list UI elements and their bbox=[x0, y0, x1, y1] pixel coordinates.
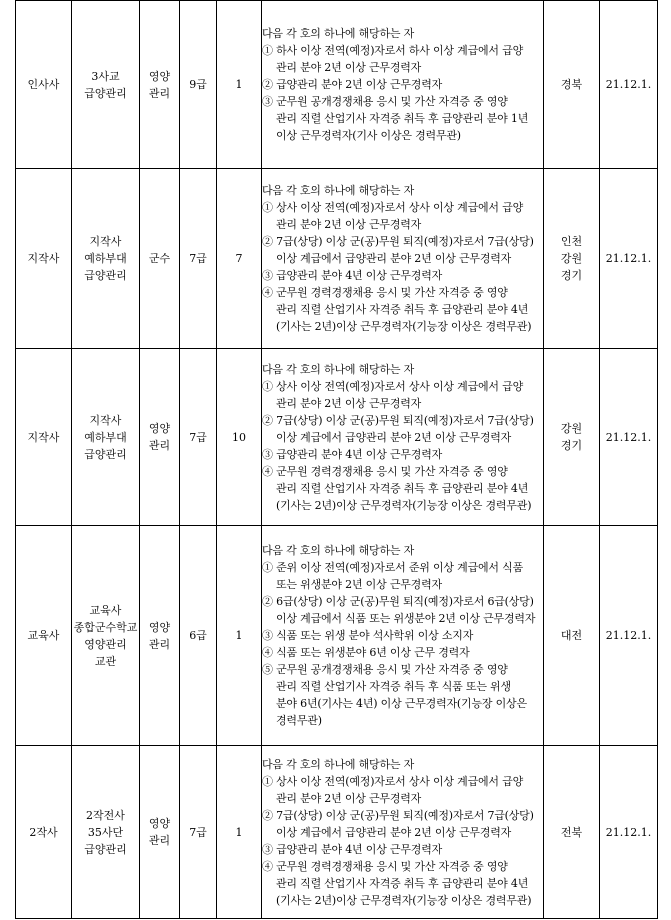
branch-cell bbox=[140, 349, 180, 526]
count-cell: 1 bbox=[217, 746, 262, 919]
requirement-line: 경력무관) bbox=[276, 714, 322, 727]
unit-cell bbox=[72, 1, 140, 169]
requirement-line: ④ 군무원 경력경쟁채용 응시 및 가산 자격증 중 영양 bbox=[262, 286, 508, 299]
branch-cell bbox=[140, 746, 180, 919]
region-cell-line: 강원 bbox=[560, 422, 583, 435]
requirement-line: 관리 분야 2년 이상 근무경력자 bbox=[276, 61, 422, 74]
requirement-line: 이상 근무경력자(기사 이상은 경력무관) bbox=[276, 129, 461, 142]
date-cell: 21.12.1. bbox=[600, 349, 658, 526]
requirements-cell bbox=[262, 746, 544, 919]
unit-cell-line: 2작전사 bbox=[86, 808, 125, 822]
requirement-line: 관리 직렬 산업기사 자격증 취득 후 급양관리 분야 4년 bbox=[276, 303, 529, 316]
unit-cell bbox=[72, 169, 140, 349]
unit-cell-line: 급양관리 bbox=[84, 86, 127, 100]
requirement-line: 다음 각 호의 하나에 해당하는 자 bbox=[262, 27, 415, 40]
requirement-line: (기사는 2년)이상 근무경력자(기능장 이상은 경력무관) bbox=[276, 893, 532, 907]
count-cell: 7 bbox=[217, 169, 262, 349]
branch-cell-line: 관리 bbox=[148, 637, 171, 651]
requirement-line: ③ 군무원 공개경쟁채용 응시 및 가산 자격증 중 영양 bbox=[262, 95, 508, 108]
requirement-line: 다음 각 호의 하나에 해당하는 자 bbox=[262, 544, 415, 557]
requirement-line: ② 7급(상당) 이상 군(공)무원 퇴직(예정)자로서 7급(상당) bbox=[262, 235, 534, 248]
requirement-line: 관리 분야 2년 이상 근무경력자 bbox=[276, 791, 422, 805]
requirement-line: 관리 분야 2년 이상 근무경력자 bbox=[276, 396, 422, 410]
requirement-line: ⑤ 군무원 공개경쟁채용 응시 및 가산 자격증 중 영양 bbox=[262, 663, 508, 676]
requirement-line: ② 6급(상당) 이상 군(공)무원 퇴직(예정)자로서 6급(상당) bbox=[262, 595, 534, 608]
date-cell: 21.12.1. bbox=[600, 1, 658, 169]
requirement-line: ② 7급(상당) 이상 군(공)무원 퇴직(예정)자로서 7급(상당) bbox=[262, 413, 534, 427]
requirements-cell bbox=[262, 349, 544, 526]
requirement-line: 관리 직렬 산업기사 자격증 취득 후 급양관리 분야 4년 bbox=[276, 481, 529, 495]
unit-cell-line: 급양관리 bbox=[84, 269, 127, 282]
unit-cell-line: 종합군수학교 bbox=[73, 620, 138, 634]
requirement-line: 이상 계급에서 식품 또는 위생분야 2년 이상 근무경력자 bbox=[276, 612, 536, 625]
requirement-line: 이상 계급에서 급양관리 분야 2년 이상 근무경력자 bbox=[276, 430, 512, 444]
region-cell-line: 전북 bbox=[560, 825, 583, 839]
region-cell-line: 인천 bbox=[560, 235, 583, 248]
requirement-line: ③ 급양관리 분야 4년 이상 근무경력자 bbox=[262, 842, 443, 856]
unit-cell bbox=[72, 746, 140, 919]
requirements-cell bbox=[262, 1, 544, 169]
unit-cell-line: 교육사 bbox=[89, 603, 122, 617]
requirement-line: ② 급양관리 분야 2년 이상 근무경력자 bbox=[262, 78, 443, 91]
requirement-line: ③ 급양관리 분야 4년 이상 근무경력자 bbox=[262, 447, 443, 461]
table-row bbox=[16, 169, 658, 349]
table-row bbox=[16, 1, 658, 169]
region-cell bbox=[544, 169, 600, 349]
recruitment-table bbox=[15, 0, 658, 919]
branch-cell bbox=[140, 1, 180, 169]
requirement-line: 다음 각 호의 하나에 해당하는 자 bbox=[262, 757, 415, 771]
requirement-line: (기사는 2년)이상 근무경력자(기능장 이상은 경력무관) bbox=[276, 320, 532, 333]
requirement-line: 분야 6년(기사는 4년) 이상 근무경력자(기능장 이상은 bbox=[276, 697, 527, 710]
unit-cell-line: 지작사 bbox=[89, 235, 122, 248]
branch-cell-line: 영양 bbox=[148, 422, 171, 435]
requirement-line: ① 상사 이상 전역(예정)자로서 상사 이상 계급에서 급양 bbox=[262, 201, 524, 214]
table-row bbox=[16, 526, 658, 746]
region-cell bbox=[544, 1, 600, 169]
table-row bbox=[16, 349, 658, 526]
count-cell: 10 bbox=[217, 349, 262, 526]
grade-cell: 9급 bbox=[180, 1, 217, 169]
count-cell: 1 bbox=[217, 526, 262, 746]
count-cell: 1 bbox=[217, 1, 262, 169]
unit-cell-line: 3사교 bbox=[91, 69, 120, 83]
unit-cell-line: 예하부대 bbox=[84, 430, 127, 444]
grade-cell: 7급 bbox=[180, 746, 217, 919]
requirement-line: ① 준위 이상 전역(예정)자로서 준위 이상 계급에서 식품 bbox=[262, 561, 524, 574]
requirement-line: ③ 식품 또는 위생 분야 석사학위 이상 소지자 bbox=[262, 629, 474, 642]
unit-cell bbox=[72, 526, 140, 746]
branch-cell-line: 관리 bbox=[148, 439, 171, 452]
branch-cell bbox=[140, 526, 180, 746]
unit-cell-line: 예하부대 bbox=[84, 252, 127, 265]
rank-cell: 지작사 bbox=[16, 169, 72, 349]
requirement-line: 이상 계급에서 급양관리 분야 2년 이상 근무경력자 bbox=[276, 825, 512, 839]
unit-cell-line: 영양관리 bbox=[84, 637, 127, 651]
branch-cell-line: 영양 bbox=[148, 817, 171, 830]
unit-cell-line: 급양관리 bbox=[84, 447, 127, 461]
region-cell-line: 강원 bbox=[560, 252, 583, 265]
unit-cell bbox=[72, 349, 140, 526]
requirement-line: 관리 분야 2년 이상 근무경력자 bbox=[276, 218, 422, 231]
region-cell-line: 대전 bbox=[560, 629, 583, 642]
requirement-line: 다음 각 호의 하나에 해당하는 자 bbox=[262, 362, 415, 376]
requirement-line: ① 상사 이상 전역(예정)자로서 상사 이상 계급에서 급양 bbox=[262, 774, 524, 788]
rank-cell: 지작사 bbox=[16, 349, 72, 526]
requirement-line: ③ 급양관리 분야 4년 이상 근무경력자 bbox=[262, 269, 443, 282]
requirement-line: 관리 직렬 산업기사 자격증 취득 후 급양관리 분야 1년 bbox=[276, 112, 529, 125]
unit-cell-line: 교관 bbox=[94, 654, 117, 668]
branch-cell bbox=[140, 169, 180, 349]
branch-cell-line: 군수 bbox=[148, 252, 171, 265]
requirement-line: ④ 식품 또는 위생분야 6년 이상 근무 경력자 bbox=[262, 646, 470, 659]
requirement-line: ① 하사 이상 전역(예정)자로서 하사 이상 계급에서 급양 bbox=[262, 44, 524, 57]
requirement-line: ④ 군무원 경력경쟁채용 응시 및 가산 자격증 중 영양 bbox=[262, 859, 508, 873]
rank-cell: 2작사 bbox=[16, 746, 72, 919]
grade-cell: 6급 bbox=[180, 526, 217, 746]
requirement-line: 관리 직렬 산업기사 자격증 취득 후 식품 또는 위생 bbox=[276, 680, 511, 693]
requirement-line: 또는 위생분야 2년 이상 근무경력자 bbox=[276, 578, 442, 591]
requirement-line: ② 7급(상당) 이상 군(공)무원 퇴직(예정)자로서 7급(상당) bbox=[262, 808, 534, 822]
unit-cell-line: 지작사 bbox=[89, 413, 122, 427]
requirement-line: 관리 직렬 산업기사 자격증 취득 후 급양관리 분야 4년 bbox=[276, 876, 529, 890]
requirement-line: (기사는 2년)이상 근무경력자(기능장 이상은 경력무관) bbox=[276, 498, 532, 512]
requirements-cell bbox=[262, 169, 544, 349]
region-cell-line: 경기 bbox=[560, 439, 583, 452]
branch-cell-line: 관리 bbox=[148, 86, 171, 100]
unit-cell-line: 급양관리 bbox=[84, 842, 127, 856]
table-row bbox=[16, 746, 658, 919]
region-cell bbox=[544, 349, 600, 526]
requirement-line: 이상 계급에서 급양관리 분야 2년 이상 근무경력자 bbox=[276, 252, 512, 265]
rank-cell: 교육사 bbox=[16, 526, 72, 746]
branch-cell-line: 영양 bbox=[148, 69, 171, 83]
region-cell bbox=[544, 526, 600, 746]
region-cell-line: 경북 bbox=[560, 78, 583, 91]
grade-cell: 7급 bbox=[180, 349, 217, 526]
requirement-line: ④ 군무원 경력경쟁채용 응시 및 가산 자격증 중 영양 bbox=[262, 464, 508, 478]
branch-cell-line: 영양 bbox=[148, 620, 171, 634]
branch-cell-line: 관리 bbox=[148, 834, 171, 847]
date-cell: 21.12.1. bbox=[600, 746, 658, 919]
requirement-line: ① 상사 이상 전역(예정)자로서 상사 이상 계급에서 급양 bbox=[262, 379, 524, 393]
table-body bbox=[16, 1, 658, 919]
requirement-line: 다음 각 호의 하나에 해당하는 자 bbox=[262, 184, 415, 197]
rank-cell: 인사사 bbox=[16, 1, 72, 169]
requirements-cell bbox=[262, 526, 544, 746]
region-cell-line: 경기 bbox=[560, 269, 583, 282]
date-cell: 21.12.1. bbox=[600, 169, 658, 349]
unit-cell-line: 35사단 bbox=[87, 825, 124, 839]
region-cell bbox=[544, 746, 600, 919]
grade-cell: 7급 bbox=[180, 169, 217, 349]
date-cell: 21.12.1. bbox=[600, 526, 658, 746]
